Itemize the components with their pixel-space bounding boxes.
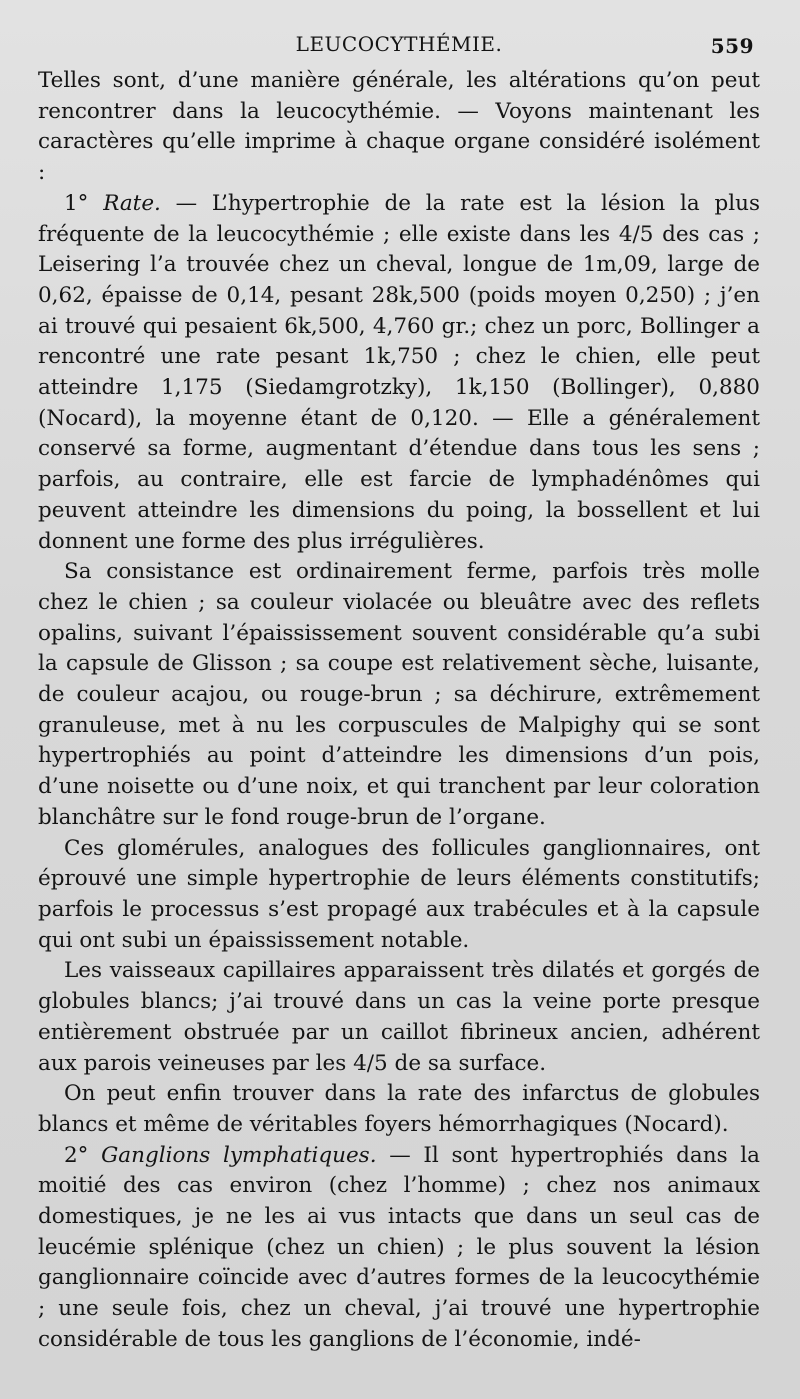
paragraph-general — [38, 66, 760, 189]
page-number: 559 — [710, 34, 754, 58]
paragraph-infarctus — [38, 1079, 760, 1140]
body-text — [38, 66, 760, 1356]
paragraph-vaisseaux — [38, 956, 760, 1079]
paragraph-text: — L’hypertrophie de la rate est la lésion la plus fréquente de la leucocythémie ; elle existe dans les 4/5 des cas ; Leisering l’a trouvée chez un cheval, longue de 1m,09, large de 0,62, épaisse de 0,14, pesant 28k,500 (poids moyen 0,250) ; j’en ai trouvé qui pesaient 6k,500, 4,760 gr.; chez un porc, Bollinger a rencontré une rate pesant 1k,750 ; chez le chien, elle peut atteindre 1,175 (Siedamgrotzky), 1k,150 (Bollinger), 0,880 (Nocard), la moyenne étant de 0,120. — Elle a généralement conservé sa forme, augmentant d’étendue dans tous les sens ; parfois, au contraire, elle est farcie de lymphadénômes qui peuvent atteindre les dimensions du poing, la bossellent et lui donnent une forme des plus irrégulières. — [38, 190, 760, 554]
paragraph-text: Sa consistance est ordinairement ferme, parfois très molle chez le chien ; sa couleur violacée ou bleuâtre avec des reflets opalins, suivant l’épaississement souvent considérable qu’a subi la capsule de Glisson ; sa coupe est relativement sèche, luisante, de couleur acajou, ou rouge-brun ; sa déchirure, extrêmement granuleuse, met à nu les corpuscules de Malpighy qui se sont hypertrophiés au point d’atteindre les dimensions d’un pois, d’une noisette ou d’une noix, et qui tranchent par leur coloration blanchâtre sur le fond rouge-brun de l’organe. — [38, 559, 760, 830]
paragraph-rate — [38, 189, 760, 557]
section-number: 2° — [64, 1142, 102, 1168]
paragraph-consistance — [38, 557, 760, 833]
paragraph-text: Les vaisseaux capillaires apparaissent très dilatés et gorgés de globules blancs; j’ai trouvé dans un cas la veine porte presque entièrement obstruée par un caillot fibrineux ancien, adhérent aux parois veineuses par les 4/5 de sa surface. — [38, 958, 760, 1076]
paragraph-ganglions — [38, 1141, 760, 1356]
section-number: 1° — [64, 190, 104, 216]
running-title: LEUCOCYTHÉMIE. — [295, 32, 503, 56]
section-heading-ganglions: Ganglions lymphatiques. — [101, 1142, 377, 1168]
paragraph-text: — Il sont hypertrophiés dans la moitié des cas environ (chez l’homme) ; chez nos animaux domestiques, je ne les ai vus intacts que dans un seul cas de leucémie splénique (chez un chien) ; le plus souvent la lésion ganglionnaire coïncide avec d’autres formes de la leucocythémie ; une seule fois, chez un cheval, j’ai trouvé une hypertrophie considérable de tous les ganglions de l’économie, indé- — [38, 1142, 761, 1352]
paragraph-text: On peut enfin trouver dans la rate des infarctus de globules blancs et même de véritables foyers hémorrhagiques (Nocard). — [38, 1081, 760, 1137]
paragraph-text: Telles sont, d’une manière générale, les altérations qu’on peut rencontrer dans la leucocythémie. — Voyons maintenant les caractères qu’elle imprime à chaque organe considéré isolément : — [38, 68, 760, 186]
paragraph-glomerules — [38, 834, 760, 957]
running-header — [38, 30, 760, 66]
section-heading-rate: Rate. — [103, 190, 161, 216]
paragraph-text: Ces glomérules, analogues des follicules ganglionnaires, ont éprouvé une simple hypertrophie de leurs éléments constitutifs; parfois le processus s’est propagé aux trabécules et à la capsule qui ont subi un épaississement notable. — [38, 835, 760, 953]
